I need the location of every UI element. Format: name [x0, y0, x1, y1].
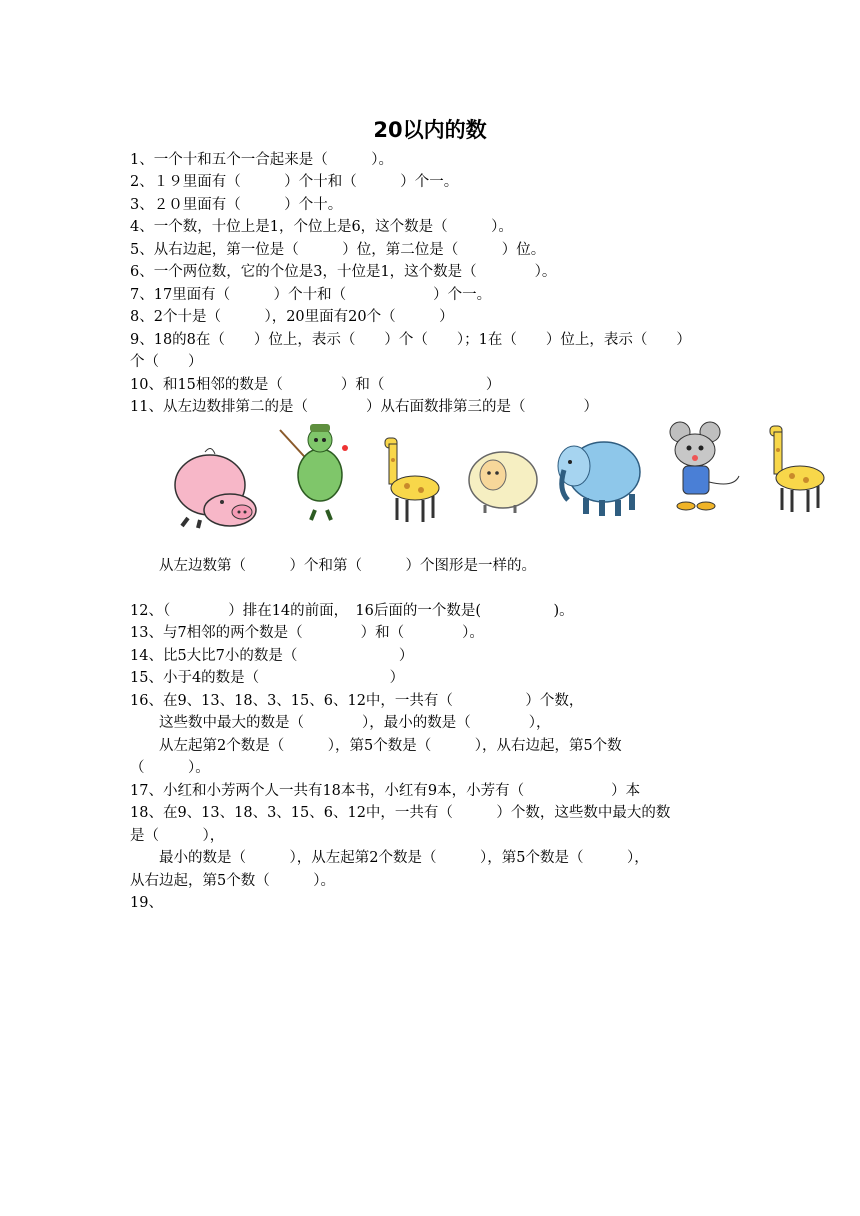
question-7: 7、17里面有（ ）个十和（ ）个一。 [130, 287, 492, 303]
question-11-answer: 从左边数第（ ）个和第（ ）个图形是一样的。 [130, 558, 536, 574]
question-9: 9、18的8在（ ）位上，表示（ ）个（ ）；1在（ ）位上，表示（ ） [130, 332, 691, 348]
question-12: 12、（ ）排在14的前面， 16后面的一个数是( )。 [130, 603, 574, 619]
question-13: 13、与7相邻的两个数是（ ）和（ ）。 [130, 625, 484, 641]
turtle-icon [275, 420, 355, 525]
question-18: 18、在9、13、18、3、15、6、12中，一共有（ ）个数，这些数中最大的数 [130, 805, 671, 821]
question-3: 3、２０里面有（ ）个十。 [130, 197, 343, 213]
question-8: 8、2个十是（ ），20里面有20个（ ） [130, 309, 454, 325]
question-18-line2: 是（ ）， [130, 828, 225, 844]
mouse-icon [658, 420, 746, 515]
giraffe-icon [760, 420, 835, 515]
question-16-line2: 这些数中最大的数是（ ），最小的数是（ ）， [130, 715, 551, 731]
question-10: 10、和15相邻的数是（ ）和（ ） [130, 377, 501, 393]
question-16-line4: （ ）。 [130, 760, 210, 776]
sheep-icon [465, 445, 540, 515]
question-14: 14、比5大比7小的数是（ ） [130, 648, 414, 664]
question-16: 16、在9、13、18、3、15、6、12中，一共有（ ）个数， [130, 693, 584, 709]
question-4: 4、一个数，十位上是1，个位上是6，这个数是（ ）。 [130, 219, 513, 235]
animal-pictures [160, 420, 840, 532]
giraffe-icon [375, 430, 450, 525]
question-16-line3: 从左起第2个数是（ ），第5个数是（ ），从右边起，第5个数 [130, 738, 622, 754]
question-5: 5、从右边起，第一位是（ ）位，第二位是（ ）位。 [130, 242, 546, 258]
question-15: 15、小于4的数是（ ） [130, 670, 405, 686]
question-1: 1、一个十和五个一合起来是（ ）。 [130, 152, 393, 168]
question-18-line3: 最小的数是（ ），从左起第2个数是（ ），第5个数是（ ）， [130, 850, 649, 866]
question-9-cont: 个（ ） [130, 354, 203, 370]
question-6: 6、一个两位数，它的个位是3，十位是1，这个数是（ ）。 [130, 264, 557, 280]
pig-icon [170, 440, 260, 530]
question-18-line4: 从右边起，第5个数（ ）。 [130, 873, 335, 889]
question-17: 17、小红和小芳两个人一共有18本书，小红有9本，小芳有（ ）本 [130, 783, 641, 799]
question-19: 19、 [130, 895, 163, 911]
question-11: 11、从左边数排第二的是（ ）从右面数排第三的是（ ） [130, 399, 598, 415]
question-2: 2、１９里面有（ ）个十和（ ）个一。 [130, 174, 459, 190]
page-title: 20以内的数 [373, 118, 487, 142]
elephant-icon [552, 430, 644, 518]
